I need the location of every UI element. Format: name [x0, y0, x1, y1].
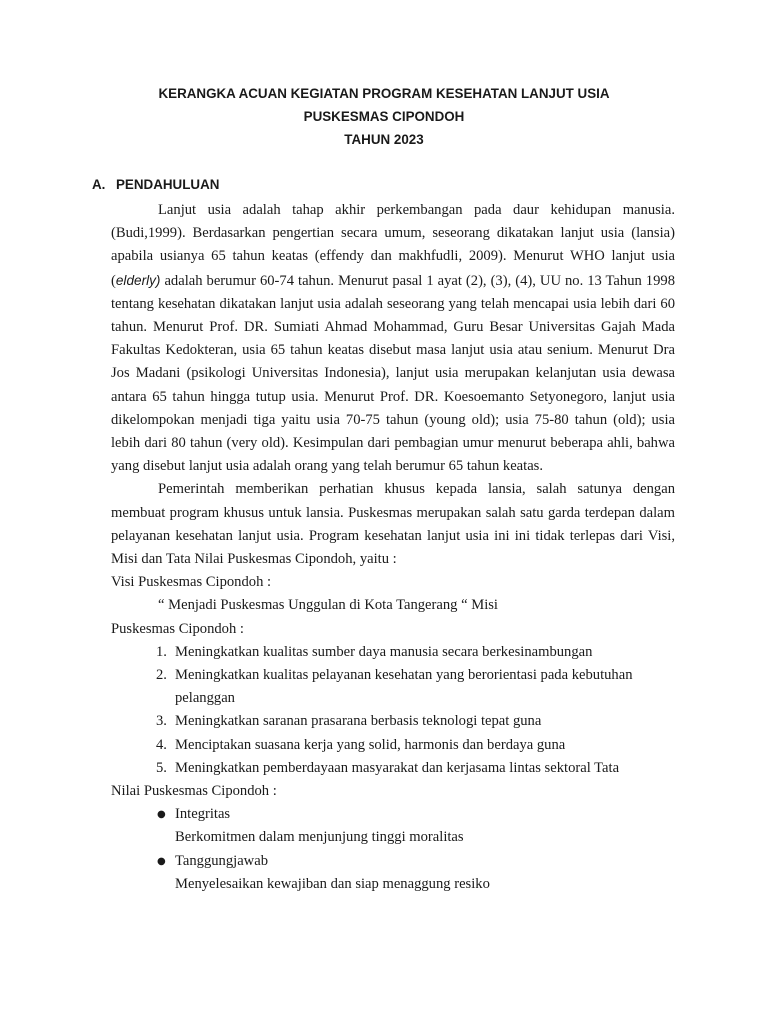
- value-description: Berkomitmen dalam menjunjung tinggi moralitas: [175, 829, 464, 846]
- visi-label: Visi Puskesmas Cipondoh :: [111, 574, 272, 591]
- paragraph-2: Pemerintah memberikan perhatian khusus kepada lansia, salah satunya dengan membuat program khusus untuk lansia. Puskesmas merupakan salah satu garda terdepan dalam pelayanan kesehatan lanjut usia. Program kesehatan lanjut usia ini ini tidak terlepas dari Visi, Misi dan Tata Nilai Puskesmas Cipondoh, yaitu :: [111, 481, 675, 568]
- document-title-line-3: TAHUN 2023: [344, 132, 424, 147]
- section-body: [111, 199, 675, 896]
- list-item-number: 3.: [156, 713, 167, 730]
- list-item: [111, 664, 675, 710]
- bullet-icon: ●: [157, 855, 166, 867]
- list-item-text: Meningkatkan kualitas pelayanan kesehatan yang berorientasi pada kebutuhan pelanggan: [175, 667, 633, 707]
- paragraph-1-text-a: Lanjut usia adalah tahap akhir perkembangan pada daur kehidupan manusia. (Budi,1999). Berdasarkan pengertian secara umum, seseorang dikatakan lanjut usia (lansia) apabila usianya 65 tahun keatas (effendy dan makhfudli, 2009). Menurut WHO lanjut usia (: [111, 202, 675, 289]
- paragraph-1-italic: elderly): [115, 272, 161, 288]
- values-list: [111, 850, 675, 873]
- section-letter: A.: [92, 177, 106, 192]
- missions-list: [111, 641, 675, 780]
- list-item-text: Meningkatkan pemberdayaan masyarakat dan kerjasama lintas sektoral Tata: [175, 759, 620, 776]
- paragraph-1-text-b: adalah berumur 60-74 tahun. Menurut pasal 1 ayat (2), (3), (4), UU no. 13 Tahun 1998 tentang kesehatan dikatakan lanjut usia adalah seseorang yang telah mencapai usia lebih dari 60 tahun. Menurut Prof. DR. Sumiati Ahmad Mohammad, Guru Besar Universitas Gajah Mada Fakultas Kedokteran, usia 65 tahun keatas disebut masa lanjut usia atau senium. Menurut Dra Jos Madani (psikologi Universitas Indonesia), lanjut usia merupakan kelanjutan usia dewasa antara 65 tahun hingga tutup usia. Menurut Prof. DR. Koesoemanto Setyonegoro, lanjut usia dikelompokan menjadi tiga yaitu usia 70-75 tahun (young old); usia 75-80 tahun (old); usia lebih dari 80 tahun (very old). Kesimpulan dari pembagian umur menurut beberapa ahli, bahwa yang disebut lanjut usia adalah orang yang telah berumur 65 tahun keatas.: [111, 272, 675, 475]
- value-description: Menyelesaikan kewajiban dan siap menaggung resiko: [175, 875, 490, 892]
- section-heading: [92, 177, 219, 192]
- nilai-label: Nilai Puskesmas Cipondoh :: [111, 783, 277, 800]
- value-name: Tanggungjawab: [175, 852, 268, 869]
- section-title: PENDAHULUAN: [116, 177, 220, 192]
- document-title-line-2: PUSKESMAS CIPONDOH: [303, 109, 465, 124]
- value-name: Integritas: [175, 806, 231, 823]
- list-item: [111, 757, 675, 780]
- value-item: [111, 850, 675, 873]
- list-item-number: 4.: [156, 736, 167, 753]
- value-item: [111, 803, 675, 826]
- bullet-icon: ●: [157, 809, 166, 821]
- visi-text: “ Menjadi Puskesmas Unggulan di Kota Tangerang “ Misi: [158, 597, 498, 614]
- list-item-text: Menciptakan suasana kerja yang solid, harmonis dan berdaya guna: [175, 736, 566, 753]
- list-item: [111, 710, 675, 733]
- paragraph-1: [111, 199, 675, 478]
- misi-label: Puskesmas Cipondoh :: [111, 620, 244, 637]
- values-list: [111, 803, 675, 826]
- document-title-line-1: KERANGKA ACUAN KEGIATAN PROGRAM KESEHATAN LANJUT USIA: [158, 86, 610, 101]
- list-item-text: Meningkatkan saranan prasarana berbasis teknologi tepat guna: [175, 713, 542, 730]
- list-item-number: 2.: [156, 667, 167, 684]
- list-item: [111, 641, 675, 664]
- list-item: [111, 734, 675, 757]
- list-item-text: Meningkatkan kualitas sumber daya manusia secara berkesinambungan: [175, 643, 593, 660]
- list-item-number: 5.: [156, 759, 167, 776]
- list-item-number: 1.: [156, 643, 167, 660]
